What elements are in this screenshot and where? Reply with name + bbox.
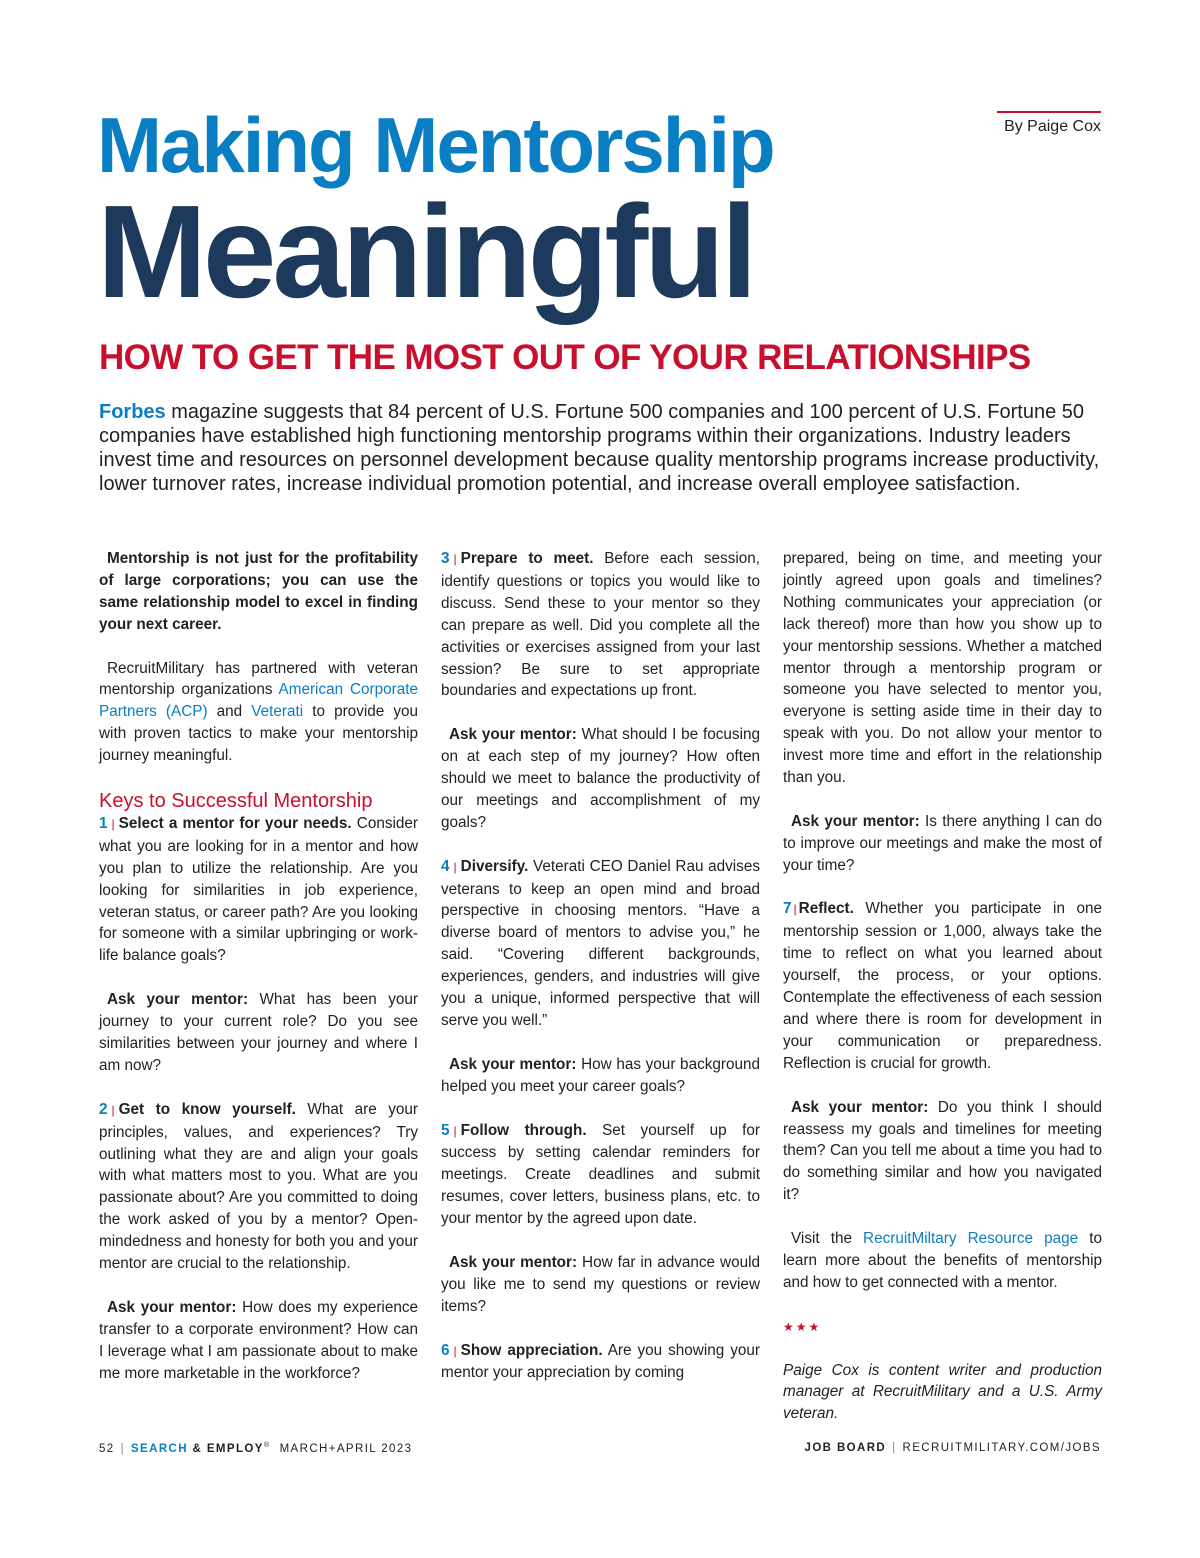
registered-mark: ® bbox=[263, 1442, 271, 1449]
key-2-title: Get to know yourself. bbox=[118, 1100, 296, 1118]
ask-text: What has been your journey to your current role? Do you see similarities between your journey and where I am now? bbox=[99, 991, 418, 1074]
footer-url[interactable]: RECRUITMILITARY.COM/JOBS bbox=[902, 1442, 1101, 1454]
separator: | bbox=[453, 552, 457, 566]
key-4-title: Diversify. bbox=[460, 857, 529, 875]
ask-label: Ask your mentor: bbox=[791, 812, 920, 830]
ask-label: Ask your mentor: bbox=[449, 1055, 577, 1073]
separator: | bbox=[892, 1442, 897, 1454]
column-3 bbox=[783, 548, 1102, 1425]
visit-paragraph bbox=[783, 1228, 1102, 1294]
key-1-text: Consider what you are looking for in a mentor and how you plan to utilize the relationship. Are you looking for similarities in job experience, veteran status, or career path? Are you looking for someone with a similar upbringing or work-life balance goals? bbox=[99, 814, 419, 965]
ask-text: What should I be focusing on at each step of my journey? How often should we meet to balance the productivity of our meetings and accomplishment of my goals? bbox=[441, 726, 760, 831]
lead-text: magazine suggests that 84 percent of U.S. Fortune 500 companies and 100 percent of U.S. Fortune 50 companies have established high functioning mentorship programs within their organizations. Industry leaders invest time and resources on personnel development because quality mentorship programs increase productivity, lower turnover rates, increase individual promotion potential, and increase overall employee satisfaction. bbox=[99, 401, 1100, 495]
acp-link[interactable]: American Corporate Partners (ACP) bbox=[99, 681, 418, 721]
key-5-ask bbox=[441, 1252, 760, 1318]
ask-text: How has your background helped you meet your career goals? bbox=[441, 1055, 761, 1095]
magazine-name-2: & EMPLOY bbox=[187, 1442, 264, 1455]
separator: | bbox=[111, 1102, 115, 1117]
key-4 bbox=[441, 856, 760, 1032]
ask-text: Do you think I should reassess my goals and timelines for meeting them? Can you tell me about a time you had to do something similar and how you navigated it? bbox=[783, 1098, 1102, 1204]
key-1 bbox=[99, 813, 418, 967]
lead-paragraph bbox=[99, 400, 1104, 496]
key-4-text: Veterati CEO Daniel Rau advises veterans to keep an open mind and broad perspective in choosing mentors. “Have a diverse board of mentors to advise you,” he said. “Covering different backgrounds, experiences, genders, and industries will give you a unique, informed perspective that will serve you well.” bbox=[441, 857, 760, 1029]
partner-text-1: RecruitMilitary has partnered with veteran mentorship organizations bbox=[99, 659, 418, 699]
key-5-text: Set yourself up for success by setting calendar reminders for meetings. Create deadlines and submit resumes, cover letters, business plans, etc. to your mentor by the agreed upon date. bbox=[441, 1121, 760, 1228]
visit-text-1: Visit the bbox=[791, 1230, 864, 1248]
title-line-2: Meaningful bbox=[97, 178, 754, 325]
key-7-title: Reflect. bbox=[798, 900, 854, 918]
partner-text-2: and bbox=[207, 703, 252, 721]
key-2 bbox=[99, 1099, 418, 1275]
ask-label: Ask your mentor: bbox=[449, 726, 577, 744]
keys-heading: Keys to Successful Mentorship bbox=[99, 789, 373, 812]
lead-brand: Forbes bbox=[99, 401, 166, 423]
separator: | bbox=[453, 859, 457, 874]
stars-divider: ★★★ bbox=[783, 1319, 822, 1334]
title-line-1: Making Mentorship bbox=[97, 101, 774, 189]
key-3-ask bbox=[441, 724, 760, 834]
key-7 bbox=[783, 898, 1102, 1074]
separator: | bbox=[120, 1442, 125, 1455]
subtitle: HOW TO GET THE MOST OUT OF YOUR RELATIONSHIPS bbox=[99, 338, 1031, 377]
footer-left bbox=[99, 1442, 412, 1455]
separator: | bbox=[453, 1123, 457, 1138]
key-6-text: Are you showing your mentor your appreciation by coming bbox=[441, 1341, 760, 1382]
section-name: JOB BOARD bbox=[804, 1442, 887, 1454]
key-1-number: 1 bbox=[99, 814, 108, 832]
key-7-number: 7 bbox=[783, 900, 792, 918]
key-6-number: 6 bbox=[441, 1341, 450, 1359]
key-4-ask bbox=[441, 1054, 760, 1098]
resource-page-link[interactable]: RecruitMiltary Resource page bbox=[863, 1230, 1079, 1248]
ask-label: Ask your mentor: bbox=[791, 1098, 929, 1116]
separator: | bbox=[111, 816, 115, 831]
column-1 bbox=[99, 548, 418, 1384]
key-5 bbox=[441, 1120, 760, 1231]
partner-paragraph bbox=[99, 658, 418, 768]
key-7-ask bbox=[783, 1097, 1102, 1207]
intro-paragraph: Mentorship is not just for the profitability of large corporations; you can use the same relationship model to excel in finding your next career. bbox=[99, 550, 418, 633]
key-6-ask bbox=[783, 811, 1102, 877]
key-3 bbox=[441, 548, 760, 702]
ask-label: Ask your mentor: bbox=[107, 991, 249, 1009]
ask-label: Ask your mentor: bbox=[449, 1253, 578, 1271]
key-7-text: Whether you participate in one mentorship session or 1,000, always take the time to reflect on what you learned about yourself, the process, or your options. Contemplate the effectiveness of each session and where there is room for development in your communication or preparedness. Reflection is crucial for growth. bbox=[783, 900, 1102, 1072]
ask-label: Ask your mentor: bbox=[107, 1298, 237, 1316]
byline: By Paige Cox bbox=[1004, 118, 1101, 135]
veterati-link[interactable]: Veterati bbox=[251, 703, 304, 721]
partner-text-3: to provide you with proven tactics to make your mentorship journey meaningful. bbox=[99, 703, 419, 765]
key-5-title: Follow through. bbox=[460, 1121, 587, 1139]
key-6-continued: prepared, being on time, and meeting your jointly agreed upon goals and timelines? Nothing communicates your appreciation (or lack thereof) more than how you show up to your mentorship sessions. Whether a matched mentor through a mentorship program or someone you have selected to mentor you, everyone is setting aside time in their day to speak with you. Do not allow your mentor to invest more time and effort in the relationship than you. bbox=[783, 550, 1102, 787]
key-4-number: 4 bbox=[441, 857, 450, 875]
key-1-ask bbox=[99, 989, 418, 1077]
key-3-number: 3 bbox=[441, 550, 450, 567]
column-2 bbox=[441, 548, 760, 1384]
separator: | bbox=[793, 902, 797, 917]
author-bio: Paige Cox is content writer and production manager at RecruitMilitary and a U.S. Army veteran. bbox=[783, 1361, 1102, 1423]
key-2-ask bbox=[99, 1297, 418, 1385]
ask-text: How far in advance would you like me to send my questions or review items? bbox=[441, 1253, 760, 1315]
byline-rule bbox=[997, 111, 1101, 113]
ask-text: Is there anything I can do to improve our meetings and make the most of your time? bbox=[783, 812, 1102, 874]
ask-text: How does my experience transfer to a corporate environment? How can I leverage what I am passionate about to make me more marketable in the workforce? bbox=[99, 1298, 418, 1382]
separator: | bbox=[453, 1343, 457, 1358]
visit-text-2: to learn more about the benefits of mentorship and how to get connected with a mentor. bbox=[783, 1230, 1102, 1291]
magazine-name: SEARCH bbox=[130, 1442, 188, 1455]
key-5-number: 5 bbox=[441, 1121, 450, 1139]
page-number: 52 bbox=[99, 1442, 115, 1455]
footer-right bbox=[805, 1442, 1101, 1454]
key-2-text: What are your principles, values, and experiences? Try outlining what they are and align your goals with what matters most to you. What are you passionate about? Are you committed to doing the work asked of you by a mentor? Open-mindedness and honesty for both you and your mentor are crucial to the relationship. bbox=[99, 1100, 418, 1273]
key-2-number: 2 bbox=[99, 1100, 108, 1118]
key-6 bbox=[441, 1340, 760, 1385]
key-1-title: Select a mentor for your needs. bbox=[118, 814, 352, 832]
issue-date: MARCH+APRIL 2023 bbox=[279, 1442, 413, 1455]
key-3-text: Before each session, identify questions or topics you would like to discuss. Send these to your mentor so they can prepare as well. Did you complete all the activities or exercises assigned from your last session? Be sure to set appropriate boundaries and expectations up front. bbox=[441, 550, 760, 700]
key-3-title: Prepare to meet. bbox=[460, 550, 594, 567]
key-6-title: Show appreciation. bbox=[460, 1341, 603, 1359]
